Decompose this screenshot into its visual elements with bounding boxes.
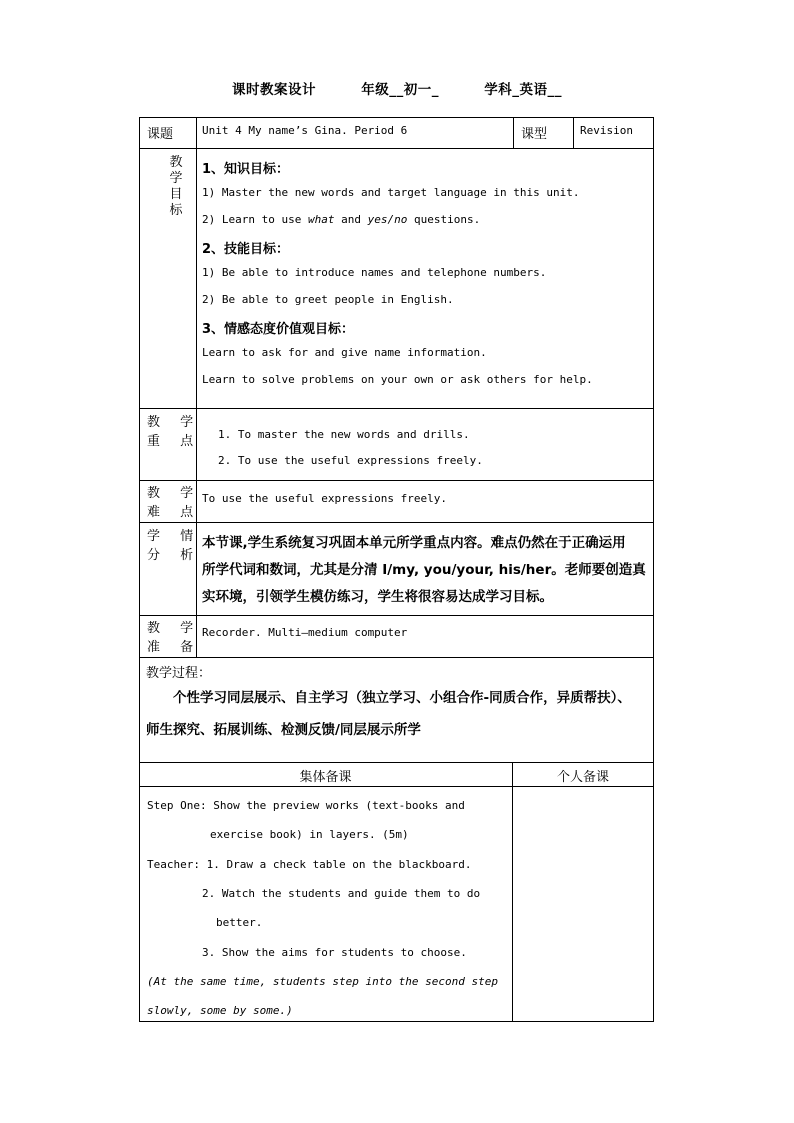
text-part-italic: what <box>307 213 335 226</box>
lesson-type-value: Revision <box>580 124 633 137</box>
table-border-left <box>139 117 140 1022</box>
label-line: 难 点 <box>147 505 202 520</box>
analysis-label <box>147 527 201 565</box>
column-divider <box>196 117 197 657</box>
column-divider <box>573 117 574 149</box>
label-line: 教 学 <box>147 415 202 430</box>
process-line: 师生探究、拓展训练、检测反馈/同层展示所学 <box>146 722 421 738</box>
table-border-top <box>139 117 654 118</box>
label-line: 准 备 <box>147 640 202 655</box>
objectives-label <box>168 155 184 219</box>
label-char: 教 <box>169 155 183 170</box>
step-line: (At the same time, students step into the second step <box>147 975 498 988</box>
table-border-right <box>653 117 654 1022</box>
column-divider <box>512 762 513 1022</box>
key-point-item: 1. To master the new words and drills. <box>218 428 470 441</box>
knowledge-item-2 <box>202 213 480 226</box>
process-line: 个性学习同层展示、自主学习（独立学习、小组合作-同质合作，异质帮扶）、 <box>173 690 631 706</box>
key-points-label <box>147 413 201 451</box>
step-line: slowly, some by some.) <box>147 1004 293 1017</box>
objectives-content <box>202 148 652 408</box>
skill-item-1: 1) Be able to introduce names and telephone numbers. <box>202 266 547 279</box>
step-line: 3. Show the aims for students to choose. <box>202 946 467 959</box>
step-line: exercise book) in layers. (5m) <box>210 828 409 841</box>
row-divider <box>139 762 654 763</box>
step-line: 2. Watch the students and guide them to do <box>202 887 481 900</box>
emotion-item-1: Learn to ask for and give name information. <box>202 346 487 359</box>
text-part: questions. <box>407 213 481 226</box>
row-divider <box>139 615 654 616</box>
doc-title: 课时教案设计 <box>232 82 317 98</box>
process-heading: 教学过程： <box>146 666 212 681</box>
preparation-label <box>147 619 201 657</box>
page-title <box>0 78 794 98</box>
row-divider <box>139 480 654 481</box>
step-line: Step One: Show the preview works (text-books and <box>147 799 465 812</box>
step-one-content <box>147 786 511 1021</box>
analysis-content <box>202 522 652 615</box>
label-char: 标 <box>169 203 183 218</box>
analysis-line: 实环境，引领学生模仿练习，学生将很容易达成学习目标。 <box>202 589 553 605</box>
step-line: Teacher: 1. Draw a check table on the blackboard. <box>147 858 472 871</box>
key-points-content <box>202 408 652 480</box>
text-part: 2) Learn to use <box>202 213 308 226</box>
table-border-bottom <box>139 1021 654 1022</box>
row-divider <box>139 657 654 658</box>
column-divider <box>513 117 514 149</box>
label-line: 教 学 <box>147 486 202 501</box>
grade-field: 年级__初一_ <box>361 82 439 98</box>
label-line: 分 析 <box>147 548 202 563</box>
label-line: 学 情 <box>147 529 202 544</box>
preparation-text: Recorder. Multi—medium computer <box>202 626 408 639</box>
subject-field: 学科_英语__ <box>484 82 562 98</box>
analysis-line: 本节课,学生系统复习巩固本单元所学重点内容。难点仍然在于正确运用 <box>202 535 626 551</box>
difficulties-text: To use the useful expressions freely. <box>202 492 448 505</box>
personal-prep-header: 个人备课 <box>556 770 609 785</box>
lesson-type-label: 课型 <box>521 127 548 142</box>
skill-item-2: 2) Be able to greet people in English. <box>202 293 454 306</box>
label-char: 学 <box>169 171 183 186</box>
label-line: 重 点 <box>147 434 202 449</box>
text-part: and <box>334 213 368 226</box>
knowledge-item-1: 1) Master the new words and target language in this unit. <box>202 186 580 199</box>
topic-label: 课题 <box>147 127 174 142</box>
difficulties-label <box>147 484 201 522</box>
skill-heading: 2、技能目标： <box>202 242 290 257</box>
collective-prep-header: 集体备课 <box>299 770 352 785</box>
knowledge-heading: 1、知识目标： <box>202 162 290 177</box>
label-line: 教 学 <box>147 621 202 636</box>
step-line: better. <box>216 916 263 929</box>
emotion-item-2: Learn to solve problems on your own or ask others for help. <box>202 373 593 386</box>
analysis-line: 所学代词和数词，尤其是分清 I/my, you/your, his/her。老师要创造真 <box>202 562 646 578</box>
topic-value: Unit 4 My name’s Gina. Period 6 <box>202 124 408 137</box>
text-part-italic: yes/no <box>367 213 408 226</box>
emotion-heading: 3、情感态度价值观目标： <box>202 322 355 337</box>
key-point-item: 2. To use the useful expressions freely. <box>218 454 483 467</box>
label-char: 目 <box>169 187 183 202</box>
